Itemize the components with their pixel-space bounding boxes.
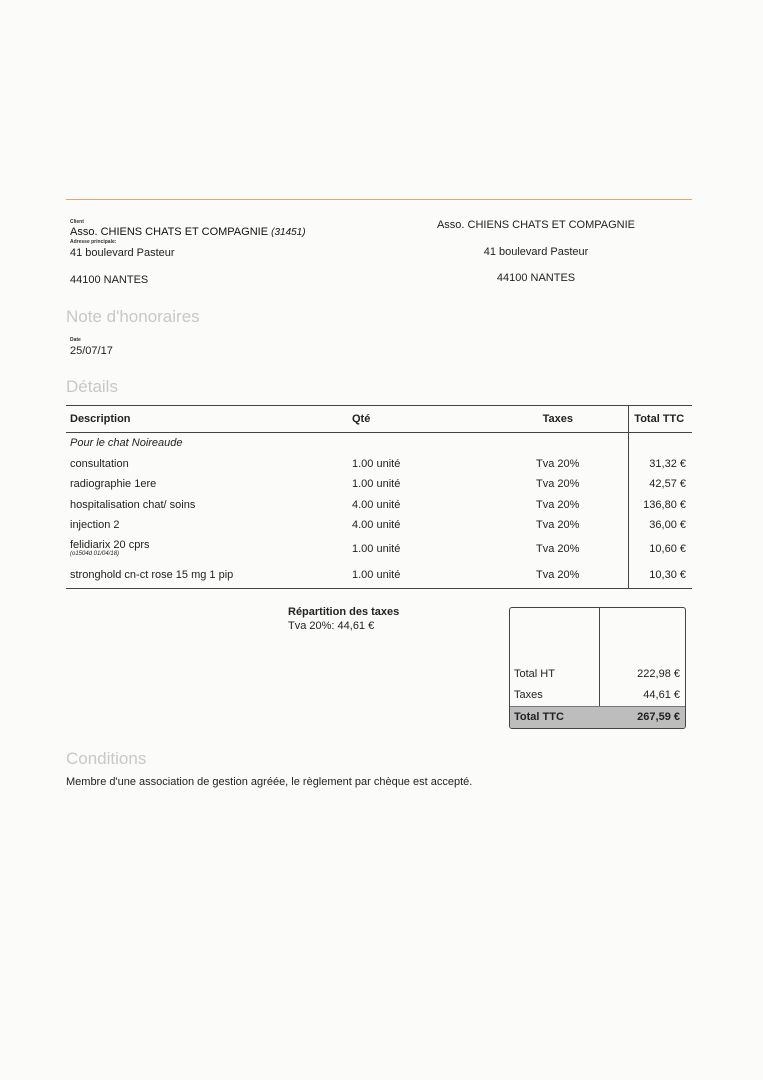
row-qty: 1.00 unité (352, 542, 401, 555)
row-total: 42,57 € (628, 474, 692, 495)
tax-breakdown-line: Tva 20%: 44,61 € (288, 620, 375, 632)
row-tax: Tva 20% (536, 519, 580, 532)
total-ttc-value: 267,59 € (637, 711, 680, 723)
row-note: (o1504d 01/04/18) (70, 551, 120, 557)
total-ht-label: Total HT (514, 668, 555, 680)
row-tax: Tva 20% (536, 457, 580, 470)
header-description: Description (66, 406, 338, 433)
row-qty: 1.00 unité (352, 478, 401, 491)
total-ttc-label: Total TTC (514, 711, 564, 723)
recipient-street: 41 boulevard Pasteur (483, 246, 589, 258)
date-label: Date (70, 337, 81, 343)
row-description: felidiarix 20 cprs (70, 539, 150, 551)
row-description-cell (66, 536, 338, 562)
header-total: Total TTC (628, 406, 692, 433)
total-taxes-row (510, 685, 685, 706)
table-row (66, 536, 692, 562)
client-name (70, 226, 306, 238)
document-title: Note d'honoraires (66, 307, 200, 326)
header-taxes: Taxes (488, 406, 628, 433)
group-label: Pour le chat Noireaude (70, 437, 183, 450)
row-tax: Tva 20% (536, 478, 580, 491)
row-total: 136,80 € (628, 495, 692, 516)
conditions-title: Conditions (66, 749, 147, 768)
table-row (66, 562, 692, 589)
recipient-city: 44100 NANTES (496, 272, 576, 284)
table-row (66, 515, 692, 536)
row-total: 10,30 € (628, 562, 692, 589)
tax-breakdown-title: Répartition des taxes (288, 606, 400, 618)
table-row (66, 474, 692, 495)
row-description: injection 2 (70, 519, 120, 532)
row-description: consultation (70, 457, 129, 470)
totals-box (509, 607, 686, 729)
total-ttc-row (510, 706, 685, 729)
row-qty: 1.00 unité (338, 562, 488, 589)
total-ht-value: 222,98 € (637, 668, 680, 680)
row-qty: 1.00 unité (352, 457, 401, 470)
client-name-text: Asso. CHIENS CHATS ET COMPAGNIE (70, 226, 269, 238)
recipient-name: Asso. CHIENS CHATS ET COMPAGNIE (436, 219, 636, 231)
header-qty: Qté (338, 406, 488, 433)
row-description: radiographie 1ere (70, 478, 157, 491)
row-qty: 4.00 unité (352, 498, 401, 511)
table-header-row (66, 406, 692, 433)
client-street: 41 boulevard Pasteur (70, 247, 175, 259)
row-tax: Tva 20% (536, 498, 580, 511)
total-taxes-label: Taxes (514, 689, 543, 701)
table-row (66, 454, 692, 475)
row-description: stronghold cn-ct rose 15 mg 1 pip (66, 562, 338, 589)
header-divider (66, 199, 692, 200)
table-row (66, 495, 692, 516)
row-total: 36,00 € (628, 515, 692, 536)
row-total: 10,60 € (628, 536, 692, 562)
group-row (66, 433, 692, 454)
client-code: (31451) (271, 227, 306, 238)
address-label: Adresse principale: (70, 239, 117, 245)
row-description: hospitalisation chat/ soins (70, 498, 196, 511)
client-label: Client (70, 219, 84, 225)
invoice-lines-table (66, 405, 692, 589)
row-tax: Tva 20% (536, 542, 580, 555)
total-taxes-value: 44,61 € (643, 689, 680, 701)
row-total: 31,32 € (628, 454, 692, 475)
document-date: 25/07/17 (70, 345, 113, 357)
total-ht-row (510, 664, 685, 685)
client-city: 44100 NANTES (70, 274, 149, 286)
conditions-text: Membre d'une association de gestion agréée, le règlement par chèque est accepté. (66, 776, 473, 788)
details-title: Détails (66, 377, 118, 396)
row-qty: 4.00 unité (352, 519, 401, 532)
row-tax: Tva 20% (488, 562, 628, 589)
